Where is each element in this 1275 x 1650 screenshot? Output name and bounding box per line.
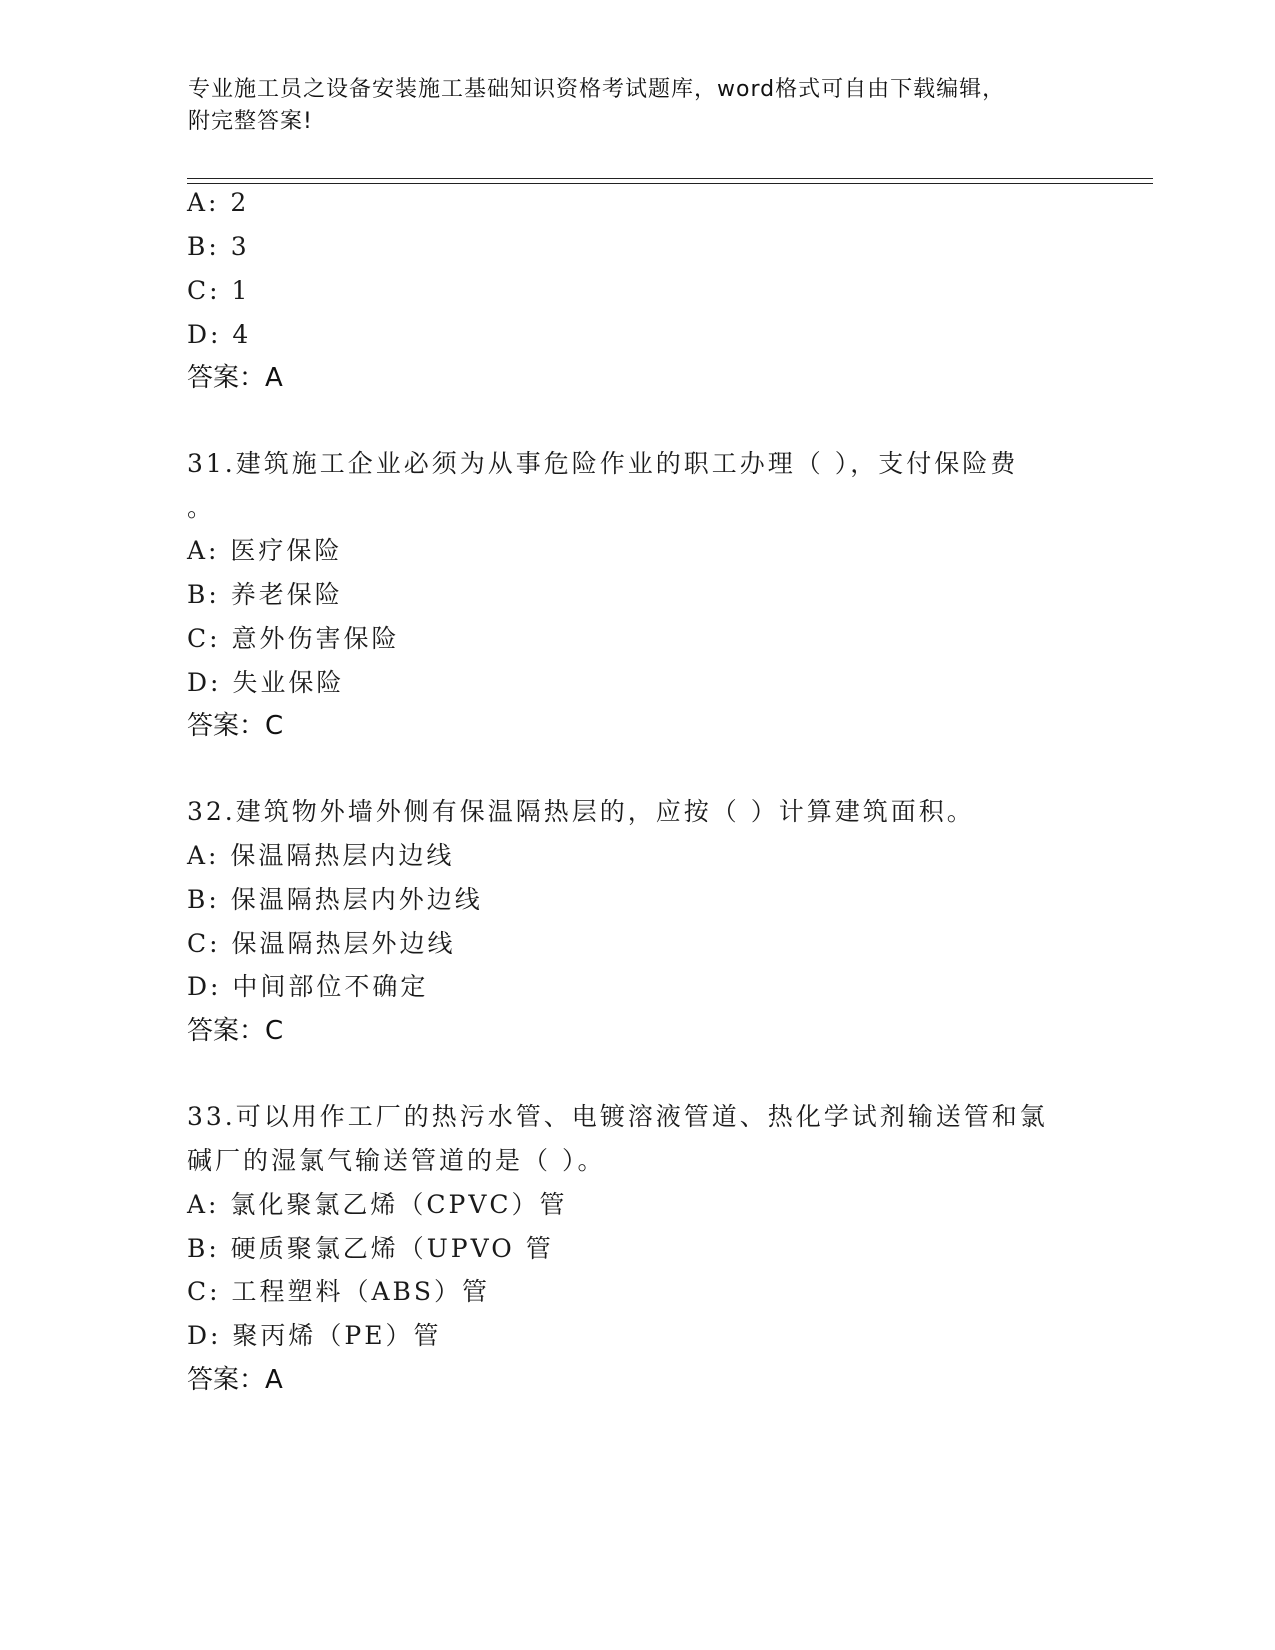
option-b: B: 硬质聚氯乙烯（UPVO 管 bbox=[187, 1234, 554, 1263]
header-line-2: 附完整答案! bbox=[188, 109, 313, 134]
answer-label: 答案：C bbox=[187, 1016, 284, 1046]
option-b: B: 3 bbox=[187, 232, 250, 261]
option-c: C: 1 bbox=[187, 276, 251, 305]
option-b: B: 保温隔热层内外边线 bbox=[187, 885, 483, 914]
option-d: D: 失业保险 bbox=[187, 668, 345, 697]
option-a: A: 保温隔热层内边线 bbox=[187, 841, 455, 870]
answer-label: 答案：C bbox=[187, 711, 284, 741]
option-a: A: 氯化聚氯乙烯（CPVC）管 bbox=[187, 1190, 568, 1219]
option-b: B: 养老保险 bbox=[187, 580, 343, 609]
header-line-1: 专业施工员之设备安装施工基础知识资格考试题库，word格式可自由下载编辑， bbox=[188, 77, 1006, 102]
document-header bbox=[188, 74, 1088, 138]
question-text: 32.建筑物外墙外侧有保温隔热层的，应按（ ）计算建筑面积。 bbox=[187, 797, 975, 826]
option-a: A: 医疗保险 bbox=[187, 536, 343, 565]
header-divider-bottom bbox=[187, 183, 1153, 184]
option-d: D: 4 bbox=[187, 320, 252, 349]
question-text: 33.可以用作工厂的热污水管、电镀溶液管道、热化学试剂输送管和氯 bbox=[187, 1102, 1048, 1131]
option-a: A: 2 bbox=[187, 188, 250, 217]
answer-label: 答案：A bbox=[187, 363, 283, 393]
option-d: D: 聚丙烯（PE）管 bbox=[187, 1321, 442, 1350]
question-text: 31.建筑施工企业必须为从事危险作业的职工办理（ ），支付保险费 bbox=[187, 449, 1019, 478]
option-d: D: 中间部位不确定 bbox=[187, 972, 429, 1001]
answer-label: 答案：A bbox=[187, 1365, 283, 1395]
question-text-continued: 。 bbox=[187, 493, 216, 522]
option-c: C: 工程塑料（ABS）管 bbox=[187, 1277, 491, 1306]
option-c: C: 意外伤害保险 bbox=[187, 624, 400, 653]
option-c: C: 保温隔热层外边线 bbox=[187, 929, 456, 958]
header-divider-top bbox=[187, 178, 1153, 179]
question-text-continued: 碱厂的湿氯气输送管道的是（ ）。 bbox=[187, 1146, 606, 1175]
